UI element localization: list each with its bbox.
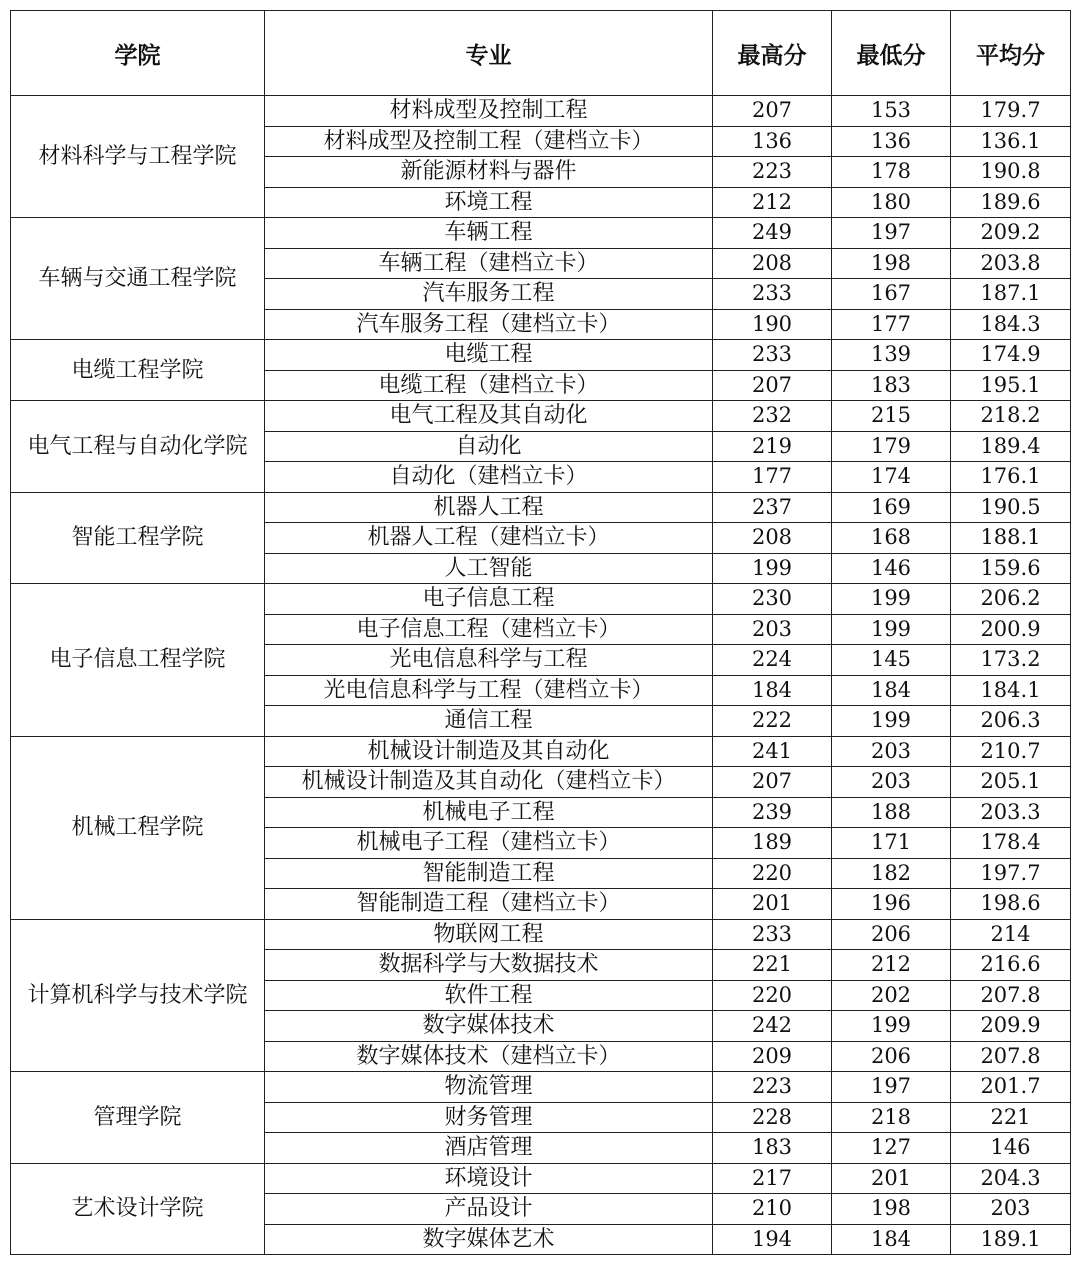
avg-score-cell: 190.5 xyxy=(951,492,1071,523)
major-cell: 智能制造工程 xyxy=(265,858,713,889)
avg-score-cell: 210.7 xyxy=(951,736,1071,767)
min-score-cell: 215 xyxy=(832,401,951,432)
college-cell: 车辆与交通工程学院 xyxy=(11,218,265,340)
avg-score-cell: 197.7 xyxy=(951,858,1071,889)
avg-score-cell: 218.2 xyxy=(951,401,1071,432)
major-cell: 人工智能 xyxy=(265,553,713,584)
max-score-cell: 237 xyxy=(713,492,832,523)
min-score-cell: 206 xyxy=(832,919,951,950)
max-score-cell: 232 xyxy=(713,401,832,432)
max-score-cell: 220 xyxy=(713,858,832,889)
avg-score-cell: 200.9 xyxy=(951,614,1071,645)
major-cell: 机器人工程（建档立卡） xyxy=(265,523,713,554)
min-score-cell: 201 xyxy=(832,1163,951,1194)
avg-score-cell: 214 xyxy=(951,919,1071,950)
max-score-cell: 177 xyxy=(713,462,832,493)
college-cell: 电气工程与自动化学院 xyxy=(11,401,265,493)
min-score-cell: 199 xyxy=(832,584,951,615)
max-score-cell: 184 xyxy=(713,675,832,706)
major-cell: 环境设计 xyxy=(265,1163,713,1194)
max-score-cell: 241 xyxy=(713,736,832,767)
avg-score-cell: 205.1 xyxy=(951,767,1071,798)
max-score-cell: 208 xyxy=(713,523,832,554)
max-score-cell: 217 xyxy=(713,1163,832,1194)
avg-score-cell: 206.2 xyxy=(951,584,1071,615)
major-cell: 物流管理 xyxy=(265,1072,713,1103)
college-cell: 机械工程学院 xyxy=(11,736,265,919)
major-cell: 数字媒体技术（建档立卡） xyxy=(265,1041,713,1072)
major-cell: 财务管理 xyxy=(265,1102,713,1133)
major-cell: 软件工程 xyxy=(265,980,713,1011)
avg-score-cell: 189.4 xyxy=(951,431,1071,462)
min-score-cell: 153 xyxy=(832,96,951,127)
max-score-cell: 242 xyxy=(713,1011,832,1042)
table-row xyxy=(11,1163,1071,1194)
table-body xyxy=(11,96,1071,1255)
table-row xyxy=(11,1072,1071,1103)
max-score-cell: 136 xyxy=(713,126,832,157)
major-cell: 车辆工程 xyxy=(265,218,713,249)
avg-score-cell: 184.1 xyxy=(951,675,1071,706)
min-score-cell: 146 xyxy=(832,553,951,584)
major-cell: 机械设计制造及其自动化（建档立卡） xyxy=(265,767,713,798)
major-cell: 车辆工程（建档立卡） xyxy=(265,248,713,279)
major-cell: 机器人工程 xyxy=(265,492,713,523)
table-row xyxy=(11,492,1071,523)
avg-score-cell: 204.3 xyxy=(951,1163,1071,1194)
min-score-cell: 180 xyxy=(832,187,951,218)
major-cell: 光电信息科学与工程 xyxy=(265,645,713,676)
max-score-cell: 223 xyxy=(713,157,832,188)
min-score-cell: 179 xyxy=(832,431,951,462)
avg-score-cell: 184.3 xyxy=(951,309,1071,340)
table-row xyxy=(11,919,1071,950)
min-score-cell: 182 xyxy=(832,858,951,889)
major-cell: 数据科学与大数据技术 xyxy=(265,950,713,981)
min-score-cell: 203 xyxy=(832,736,951,767)
max-score-cell: 249 xyxy=(713,218,832,249)
min-score-cell: 203 xyxy=(832,767,951,798)
header-major: 专业 xyxy=(265,11,713,96)
min-score-cell: 178 xyxy=(832,157,951,188)
major-cell: 数字媒体艺术 xyxy=(265,1224,713,1255)
max-score-cell: 219 xyxy=(713,431,832,462)
min-score-cell: 136 xyxy=(832,126,951,157)
header-min: 最低分 xyxy=(832,11,951,96)
header-college: 学院 xyxy=(11,11,265,96)
major-cell: 机械电子工程（建档立卡） xyxy=(265,828,713,859)
major-cell: 电缆工程（建档立卡） xyxy=(265,370,713,401)
table-row xyxy=(11,218,1071,249)
min-score-cell: 183 xyxy=(832,370,951,401)
avg-score-cell: 203.8 xyxy=(951,248,1071,279)
max-score-cell: 223 xyxy=(713,1072,832,1103)
college-cell: 计算机科学与技术学院 xyxy=(11,919,265,1072)
major-cell: 环境工程 xyxy=(265,187,713,218)
min-score-cell: 169 xyxy=(832,492,951,523)
major-cell: 电子信息工程 xyxy=(265,584,713,615)
max-score-cell: 207 xyxy=(713,96,832,127)
min-score-cell: 202 xyxy=(832,980,951,1011)
major-cell: 光电信息科学与工程（建档立卡） xyxy=(265,675,713,706)
table-row xyxy=(11,340,1071,371)
avg-score-cell: 195.1 xyxy=(951,370,1071,401)
max-score-cell: 228 xyxy=(713,1102,832,1133)
min-score-cell: 171 xyxy=(832,828,951,859)
max-score-cell: 207 xyxy=(713,767,832,798)
avg-score-cell: 188.1 xyxy=(951,523,1071,554)
major-cell: 数字媒体技术 xyxy=(265,1011,713,1042)
max-score-cell: 221 xyxy=(713,950,832,981)
major-cell: 通信工程 xyxy=(265,706,713,737)
avg-score-cell: 203 xyxy=(951,1194,1071,1225)
min-score-cell: 184 xyxy=(832,675,951,706)
table-row xyxy=(11,584,1071,615)
max-score-cell: 222 xyxy=(713,706,832,737)
max-score-cell: 209 xyxy=(713,1041,832,1072)
avg-score-cell: 206.3 xyxy=(951,706,1071,737)
avg-score-cell: 221 xyxy=(951,1102,1071,1133)
min-score-cell: 206 xyxy=(832,1041,951,1072)
min-score-cell: 174 xyxy=(832,462,951,493)
max-score-cell: 189 xyxy=(713,828,832,859)
min-score-cell: 218 xyxy=(832,1102,951,1133)
min-score-cell: 145 xyxy=(832,645,951,676)
min-score-cell: 127 xyxy=(832,1133,951,1164)
avg-score-cell: 209.2 xyxy=(951,218,1071,249)
table-row xyxy=(11,96,1071,127)
max-score-cell: 233 xyxy=(713,919,832,950)
avg-score-cell: 189.1 xyxy=(951,1224,1071,1255)
avg-score-cell: 203.3 xyxy=(951,797,1071,828)
min-score-cell: 168 xyxy=(832,523,951,554)
college-cell: 电子信息工程学院 xyxy=(11,584,265,737)
min-score-cell: 167 xyxy=(832,279,951,310)
min-score-cell: 197 xyxy=(832,1072,951,1103)
college-cell: 电缆工程学院 xyxy=(11,340,265,401)
major-cell: 自动化（建档立卡） xyxy=(265,462,713,493)
major-cell: 汽车服务工程 xyxy=(265,279,713,310)
major-cell: 材料成型及控制工程 xyxy=(265,96,713,127)
avg-score-cell: 189.6 xyxy=(951,187,1071,218)
min-score-cell: 188 xyxy=(832,797,951,828)
max-score-cell: 224 xyxy=(713,645,832,676)
header-avg: 平均分 xyxy=(951,11,1071,96)
max-score-cell: 194 xyxy=(713,1224,832,1255)
max-score-cell: 220 xyxy=(713,980,832,1011)
major-cell: 机械电子工程 xyxy=(265,797,713,828)
min-score-cell: 199 xyxy=(832,706,951,737)
score-table xyxy=(10,10,1071,1255)
avg-score-cell: 207.8 xyxy=(951,980,1071,1011)
major-cell: 智能制造工程（建档立卡） xyxy=(265,889,713,920)
header-max: 最高分 xyxy=(713,11,832,96)
min-score-cell: 197 xyxy=(832,218,951,249)
major-cell: 自动化 xyxy=(265,431,713,462)
avg-score-cell: 179.7 xyxy=(951,96,1071,127)
avg-score-cell: 136.1 xyxy=(951,126,1071,157)
max-score-cell: 230 xyxy=(713,584,832,615)
avg-score-cell: 178.4 xyxy=(951,828,1071,859)
major-cell: 新能源材料与器件 xyxy=(265,157,713,188)
max-score-cell: 201 xyxy=(713,889,832,920)
table-row xyxy=(11,401,1071,432)
major-cell: 机械设计制造及其自动化 xyxy=(265,736,713,767)
college-cell: 艺术设计学院 xyxy=(11,1163,265,1255)
avg-score-cell: 173.2 xyxy=(951,645,1071,676)
max-score-cell: 203 xyxy=(713,614,832,645)
avg-score-cell: 209.9 xyxy=(951,1011,1071,1042)
max-score-cell: 207 xyxy=(713,370,832,401)
avg-score-cell: 174.9 xyxy=(951,340,1071,371)
avg-score-cell: 176.1 xyxy=(951,462,1071,493)
avg-score-cell: 216.6 xyxy=(951,950,1071,981)
avg-score-cell: 190.8 xyxy=(951,157,1071,188)
major-cell: 电缆工程 xyxy=(265,340,713,371)
major-cell: 材料成型及控制工程（建档立卡） xyxy=(265,126,713,157)
max-score-cell: 233 xyxy=(713,279,832,310)
min-score-cell: 198 xyxy=(832,1194,951,1225)
avg-score-cell: 207.8 xyxy=(951,1041,1071,1072)
max-score-cell: 183 xyxy=(713,1133,832,1164)
major-cell: 产品设计 xyxy=(265,1194,713,1225)
college-cell: 管理学院 xyxy=(11,1072,265,1164)
table-row xyxy=(11,736,1071,767)
major-cell: 物联网工程 xyxy=(265,919,713,950)
min-score-cell: 198 xyxy=(832,248,951,279)
min-score-cell: 139 xyxy=(832,340,951,371)
avg-score-cell: 198.6 xyxy=(951,889,1071,920)
min-score-cell: 184 xyxy=(832,1224,951,1255)
max-score-cell: 233 xyxy=(713,340,832,371)
min-score-cell: 196 xyxy=(832,889,951,920)
min-score-cell: 199 xyxy=(832,1011,951,1042)
max-score-cell: 208 xyxy=(713,248,832,279)
min-score-cell: 177 xyxy=(832,309,951,340)
major-cell: 电子信息工程（建档立卡） xyxy=(265,614,713,645)
major-cell: 酒店管理 xyxy=(265,1133,713,1164)
college-cell: 智能工程学院 xyxy=(11,492,265,584)
avg-score-cell: 201.7 xyxy=(951,1072,1071,1103)
avg-score-cell: 159.6 xyxy=(951,553,1071,584)
max-score-cell: 239 xyxy=(713,797,832,828)
max-score-cell: 199 xyxy=(713,553,832,584)
min-score-cell: 199 xyxy=(832,614,951,645)
major-cell: 电气工程及其自动化 xyxy=(265,401,713,432)
college-cell: 材料科学与工程学院 xyxy=(11,96,265,218)
major-cell: 汽车服务工程（建档立卡） xyxy=(265,309,713,340)
avg-score-cell: 187.1 xyxy=(951,279,1071,310)
header-row xyxy=(11,11,1071,96)
avg-score-cell: 146 xyxy=(951,1133,1071,1164)
max-score-cell: 212 xyxy=(713,187,832,218)
min-score-cell: 212 xyxy=(832,950,951,981)
max-score-cell: 190 xyxy=(713,309,832,340)
max-score-cell: 210 xyxy=(713,1194,832,1225)
